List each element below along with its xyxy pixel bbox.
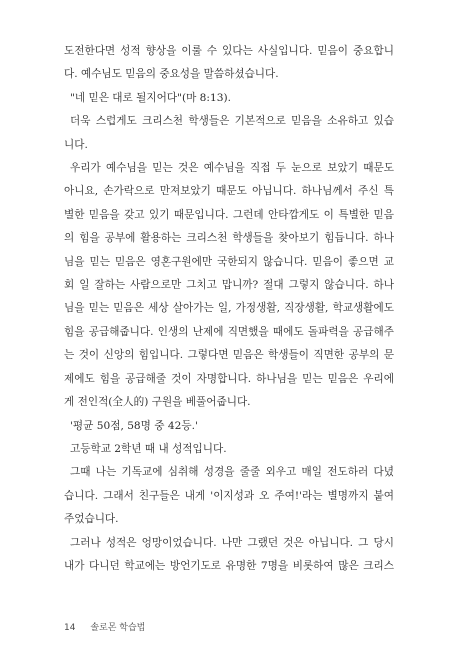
text-line: 별한 믿음을 갖고 있기 때문입니다. 그런데 안타깝게도 이 특별한 믿음	[64, 208, 394, 221]
text-line: 회 일 잘하는 사람으로만 그치고 맙니까? 절대 그렇지 않습니다. 하나	[64, 279, 394, 292]
text-line: 게 전인적(全人的) 구원을 베풀어줍니다.	[64, 396, 251, 409]
text-line: 아니요, 손가락으로 만져보았기 때문도 아닙니다. 하나님께서 주신 특	[64, 185, 394, 198]
page-footer	[64, 620, 145, 633]
text-line: 도전한다면 성적 향상을 이룰 수 있다는 사실입니다. 믿음이 중요합니	[64, 45, 394, 57]
running-title: 솔로몬 학습법	[90, 623, 146, 633]
text-line: 는 것이 신앙의 힘입니다. 그렇다면 믿음은 학생들이 직면한 공부의 문	[64, 349, 394, 362]
text-line: 내가 다니던 학교에는 방언기도로 유명한 7명을 비롯하여 많은 크리스	[64, 559, 394, 572]
text-line: 그때 나는 기독교에 심취해 성경을 줄줄 외우고 매일 전도하러 다녔	[70, 466, 394, 479]
text-line: 의 힘을 공부에 활용하는 크리스천 학생들을 찾아보기 힘듭니다. 하나	[64, 232, 394, 245]
text-line: 힘을 공급해줍니다. 인생의 난제에 직면했을 때에도 돌파력을 공급해주	[64, 325, 394, 338]
page-number: 14	[64, 623, 76, 633]
text-line: 님을 믿는 믿음은 세상 살아가는 일, 가정생활, 직장생활, 학교생활에도	[64, 302, 394, 315]
text-line: 니다.	[64, 138, 88, 151]
score-quote: '평균 50점, 58명 중 42등.'	[70, 419, 198, 432]
text-line: 님을 믿는 믿음은 영혼구원에만 국한되지 않습니다. 믿음이 좋으면 교	[64, 255, 394, 268]
text-line: 우리가 예수님을 믿는 것은 예수님을 직접 두 눈으로 보았기 때문도	[70, 162, 394, 175]
body-text	[64, 40, 394, 578]
text-line: 더욱 스럽게도 크리스천 학생들은 기본적으로 믿음을 소유하고 있습	[70, 115, 394, 128]
scripture-quote: "네 믿은 대로 될지어다"(마 8:13).	[70, 91, 231, 104]
text-line: 습니다. 그래서 친구들은 내게 '이지성과 오 주여!'라는 별명까지 붙여	[64, 489, 394, 502]
text-line: 제에도 힘을 공급해줄 것이 자명합니다. 하나님을 믿는 믿음은 우리에	[64, 372, 394, 385]
text-line: 주었습니다.	[64, 513, 119, 526]
text-line: 고등학교 2학년 때 내 성적입니다.	[70, 442, 227, 455]
text-line: 다. 예수님도 믿음의 중요성을 말씀하셨습니다.	[64, 68, 279, 81]
text-line: 그러나 성적은 엉망이었습니다. 나만 그랬던 것은 아닙니다. 그 당시	[70, 536, 394, 549]
